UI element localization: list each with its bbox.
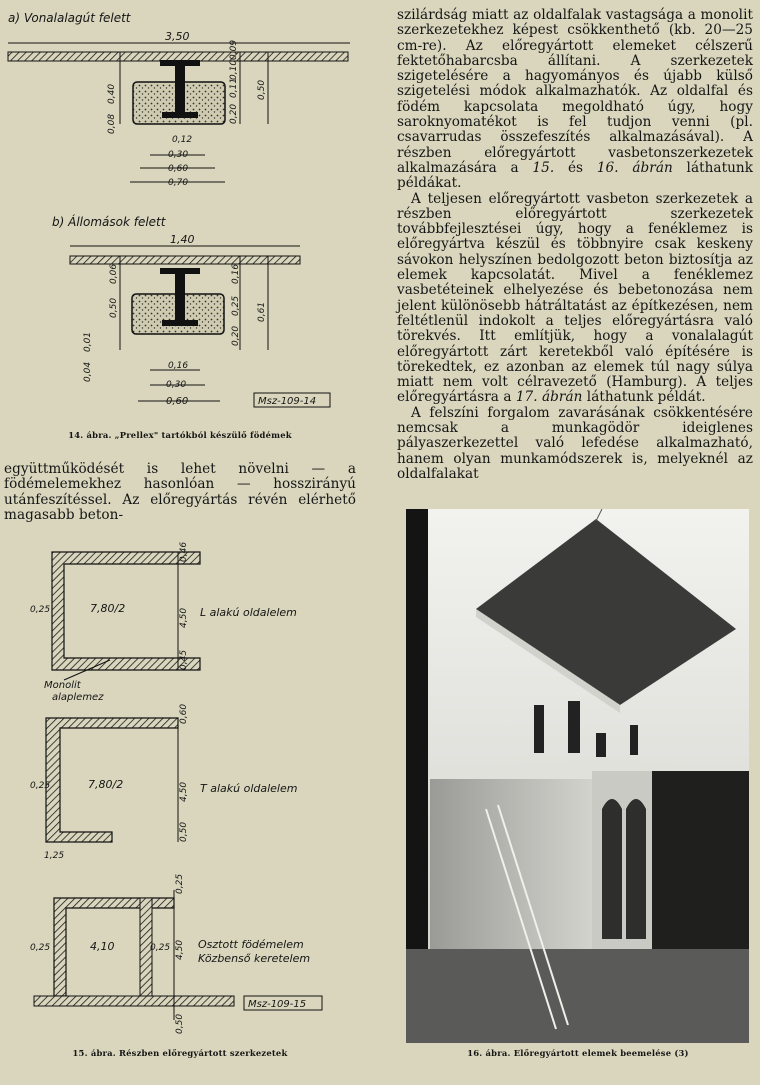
right-paragraph-2: A teljesen előregyártott vasbeton szerkezetek a részben előregyártott szerkezetek továbbfejlesztései úgy, hogy a fenéklemez is előregyártva készül és többnyire csak keskeny sávokon helyszínen bedolgozott beton biztosítja az elemek kapcsolatát. Mivel a fenéklemez vasbetéteinek elhelyezése és bebetonozása nem jelent különösebb hátráltatást az építkezésen, nem feltétlenül indokolt a teljes előregyártásra való törekvés. Itt említjük, hogy a vonalalagút előregyártott zárt keretekből való építésére is törekedtek, ez azonban az elemek túl nagy súlya miatt nem volt célravezető (Hamburg). A teljes előregyártásra a 17. ábrán láthatunk példát. [397,190,753,406]
fig15-l-dim-780: 7,80/2 [90,602,126,615]
fig14-a-section [8,30,350,188]
fig15-frame-label-1: Osztott födémelem [198,938,304,951]
fig15-frame-label-2: Közbenső keretelem [198,952,311,965]
photo-scene [406,509,749,1043]
ref-fig15: 15. [532,159,555,176]
fig15-frame-dim-410: 4,10 [90,940,115,953]
fig15-stamp [244,996,322,1010]
fig15-frame-dim-450: 4,50 [175,939,185,960]
fig14-stamp [254,393,330,407]
fig14-a-label: a) Vonalalagút felett [8,11,131,25]
figure-14-drawing [0,0,360,420]
fig15-l-element [30,542,297,703]
fig14-b-left-dim-1: 0,06 [109,263,119,284]
fig15-t-label: T alakú oldalelem [200,782,298,795]
figure-15-drawing [0,520,360,1040]
fig14-a-right-dim-3: 0,10 [229,59,239,80]
fig14-a-right-dim-1: 0,09 [229,39,239,60]
fig14-b-bottom-dim-2: 0,30 [166,380,187,390]
fig15-t-dim-450: 4,50 [179,781,189,802]
right-column-text [397,8,753,482]
fig15-frame-dim-025-mid: 0,25 [150,943,171,953]
fig14-b-bottom-dim-1: 0,16 [168,361,189,371]
ref-fig16: 16. ábrán [596,159,673,176]
right-paragraph-1: szilárdság miatt az oldalfalak vastagsága a monolit szerkezetekhez képest csökkenthető (kb. 20—25 cm-re). Az előregyártott elemeket célszerű fektetőhabarcsba állítani. A szerkezetek szigetelésére a hagyományos és újabb külső szigetelési módok alkalmazhatók. Az oldalfal és födém kapcsolata megoldható úgy, hogy saroknyomatékot is fel tudjon venni (pl. csavarrudas összefeszítés alkalmazásával). A részben előregyártott vasbetonszerkezetek alkalmazására a 15. és 16. ábrán láthatunk példákat. [397,7,753,192]
fig14-b-right-dim-1: 0,16 [231,263,241,284]
ref-fig17: 17. ábrán [515,389,583,406]
fig15-monolit-2: alaplemez [52,692,104,703]
fig14-b-width: 1,40 [170,233,195,246]
fig15-t-dim-050: 0,50 [179,821,189,842]
fig15-t-dim-125: 1,25 [44,851,65,861]
fig15-frame-dim-025-top: 0,25 [175,873,185,894]
fig15-frame-dim-025-left: 0,25 [30,943,51,953]
fig14-a-width: 3,50 [165,30,190,43]
fig14-a-right-dim-2: 0,11 [229,77,239,98]
fig15-l-dim-045: 0,45 [179,649,189,670]
fig14-b-right-dim-2: 0,25 [231,295,241,316]
fig15-t-dim-025: 0,25 [30,781,51,791]
fig14-a-bottom-dim-1: 0,12 [172,135,193,145]
fig15-monolit-1: Monolit [44,680,81,691]
fig15-l-label: L alakú oldalelem [200,606,297,619]
fig14-b-bottom-dim-3: 0,60 [166,396,189,407]
fig14-b-label: b) Állomások felett [52,215,166,229]
fig14-a-bottom-dim-2: 0,30 [168,150,189,160]
fig14-a-left-dim-1: 0,40 [107,83,117,104]
figure-16-photo [406,509,749,1043]
fig14-b-left-dim-2: 0,50 [109,297,119,318]
fig14-b-right-dim-3: 0,20 [231,325,241,346]
svg-text:Msz-109-14: Msz-109-14 [258,396,317,407]
svg-text:Msz-109-15: Msz-109-15 [248,999,307,1010]
left-paragraph: együttműködését is lehet növelni — a födémelemekhez hasonlóan — hosszirányú utánfeszítéssel. Az előregyártás révén elérhető magasabb beton- [4,461,356,523]
fig14-b-right-dim-4: 0,61 [257,301,267,322]
fig14-a-right-dim-5: 0,50 [257,79,267,100]
right-paragraph-3: A felszíni forgalom zavarásának csökkentésére nemcsak a munkagödör ideiglenes pályaszerkezettel való lefedése alkalmazható, hanem olyan munkamódszerek is, melyeknél az oldalfalakat [397,404,753,482]
fig14-b-section [70,233,300,407]
fig14-b-left-dim-3: 0,01 [83,331,93,352]
fig14-a-bottom-dim-4: 0,70 [168,178,189,188]
left-column-text [4,462,356,523]
fig14-a-left-dim-2: 0,08 [107,113,117,134]
fig15-caption: 15. ábra. Részben előregyártott szerkezetek [72,1048,288,1058]
fig15-l-dim-450: 4,50 [179,607,189,628]
fig14-caption: 14. ábra. „Prellex" tartókból készülő födémek [68,430,292,440]
fig14-a-bottom-dim-3: 0,60 [168,164,189,174]
fig15-t-dim-060: 0,60 [179,703,189,724]
fig15-l-dim-025: 0,25 [30,605,51,615]
fig15-frame-dim-050: 0,50 [175,1013,185,1034]
fig15-t-element [30,704,297,861]
fig14-b-left-dim-4: 0,04 [83,361,93,382]
fig15-t-dim-780: 7,80/2 [88,778,124,791]
fig14-a-right-dim-4: 0,20 [229,103,239,124]
fig16-caption: 16. ábra. Előregyártott elemek beemelése (3) [467,1048,689,1058]
fig15-l-dim-046: 0,46 [179,541,189,562]
